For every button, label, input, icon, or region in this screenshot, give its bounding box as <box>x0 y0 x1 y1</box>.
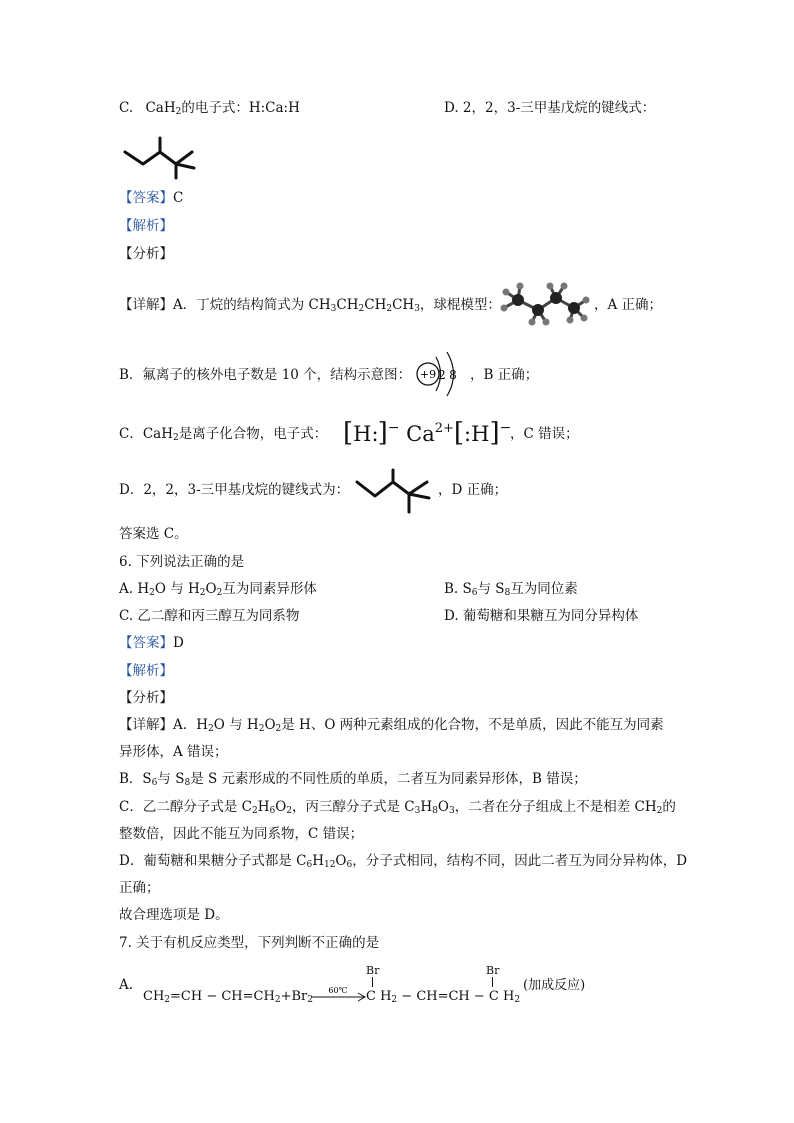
q6-detail-c-line2: 整数倍，因此不能互为同系物，C 错误； <box>119 826 364 842</box>
reaction-type-label: (加成反应) <box>523 978 586 993</box>
q5-detail-b-end: ，B 正确； <box>470 367 539 383</box>
q5-answer: 【答案】C <box>119 190 184 206</box>
q6-answer: 【答案】D <box>119 635 184 651</box>
q6-detail-b: B．$S_6$与 $S_8$是 S 元素形成的不同性质的单质，二者互为同素异形体，B 错误； <box>119 771 587 788</box>
q6-detail-a: 【详解】A．$H_2O$ 与 $H_2O_2$是 H、O 两种元素组成的化合物，不是单质，因此不能互为同素 <box>119 717 664 734</box>
br-substituent-1: Br <box>366 964 380 977</box>
q5-detail-a: 【详解】A．丁烷的结构简式为 $CH_3CH_2CH_2CH_3$，球棍模型： <box>119 297 501 314</box>
reaction-condition: 60℃ <box>328 986 348 995</box>
q5-detail-b: B．氟离子的核外电子数是 10 个，结构示意图： <box>119 367 412 383</box>
q6-detail-d: D．葡萄糖和果糖分子式都是 $C_6H_{12}O_6$，分子式相同，结构不同，因此二者互为同分异构体，D <box>119 853 688 870</box>
q7-option-a-reaction-right: C $H_2 - CH=CH - C$ $H_2$ <box>366 989 521 1005</box>
q6-detail-a-line2: 异形体，A 错误； <box>119 744 228 760</box>
bond-1 <box>372 977 373 987</box>
q5-option-c: C. CaH$_2$的电子式：H:Ca:H <box>119 100 300 117</box>
q6-option-a: A. $H_2O$ 与 $H_2O_2$互为同素异形体 <box>119 581 317 598</box>
cah2-electron-formula: [H:]− $Ca^{2+}[:H]^-$ <box>343 418 512 448</box>
q6-fenxi-tag: 【分析】 <box>119 690 173 706</box>
q5-detail-c: C．CaH$_2$是离子化合物，电子式： <box>119 426 328 443</box>
q6-option-b: B. $S_6$与 $S_8$互为同位素 <box>444 581 578 598</box>
skeletal-formula-detail-d <box>355 468 435 516</box>
q7-option-a-label: A. <box>119 977 134 993</box>
q6-detail-d-line2: 正确； <box>119 880 160 896</box>
q7-stem: 7. 关于有机反应类型，下列判断不正确的是 <box>119 935 380 951</box>
ball-and-stick-model-icon <box>498 280 590 328</box>
q5-detail-c-end: ，C 错误； <box>510 426 579 442</box>
shell-2-count: 8 <box>449 368 457 382</box>
reaction-arrow <box>312 984 368 1006</box>
q5-conclusion: 答案选 C。 <box>119 526 188 542</box>
q6-analysis-tag: 【解析】 <box>119 663 173 679</box>
shell-1-count: 2 <box>438 368 446 382</box>
q6-option-d: D. 葡萄糖和果糖互为同分异构体 <box>444 608 639 624</box>
bond-2 <box>492 977 493 987</box>
q6-conclusion: 故合理选项是 D。 <box>119 907 229 923</box>
nucleus-charge: +9 <box>419 368 437 381</box>
q5-detail-d: D．2，2，3-三甲基戊烷的键线式为： <box>119 482 350 498</box>
q5-fenxi-tag: 【分析】 <box>119 246 173 262</box>
q7-option-a-reaction-left: $CH_2=CH - CH=CH_2+Br_2$ <box>143 989 313 1005</box>
q6-stem: 6. 下列说法正确的是 <box>119 554 245 570</box>
skeletal-formula-option-c <box>122 134 202 182</box>
fluoride-ion-structure-diagram <box>414 348 466 400</box>
br-substituent-2: Br <box>486 964 500 977</box>
q5-detail-a-end: ，A 正确； <box>594 297 663 313</box>
q6-detail-c: C．乙二醇分子式是 $C_2H_6O_2$，丙三醇分子式是 $C_3H_8O_3$，二者在分子组成上不是相差 $CH_2$的 <box>119 799 676 816</box>
q5-option-d: D. 2，2，3-三甲基戊烷的键线式： <box>444 100 656 116</box>
q6-option-c: C. 乙二醇和丙三醇互为同系物 <box>119 608 300 624</box>
q5-analysis-tag: 【解析】 <box>119 218 173 234</box>
q5-detail-d-end: ，D 正确； <box>438 482 508 498</box>
